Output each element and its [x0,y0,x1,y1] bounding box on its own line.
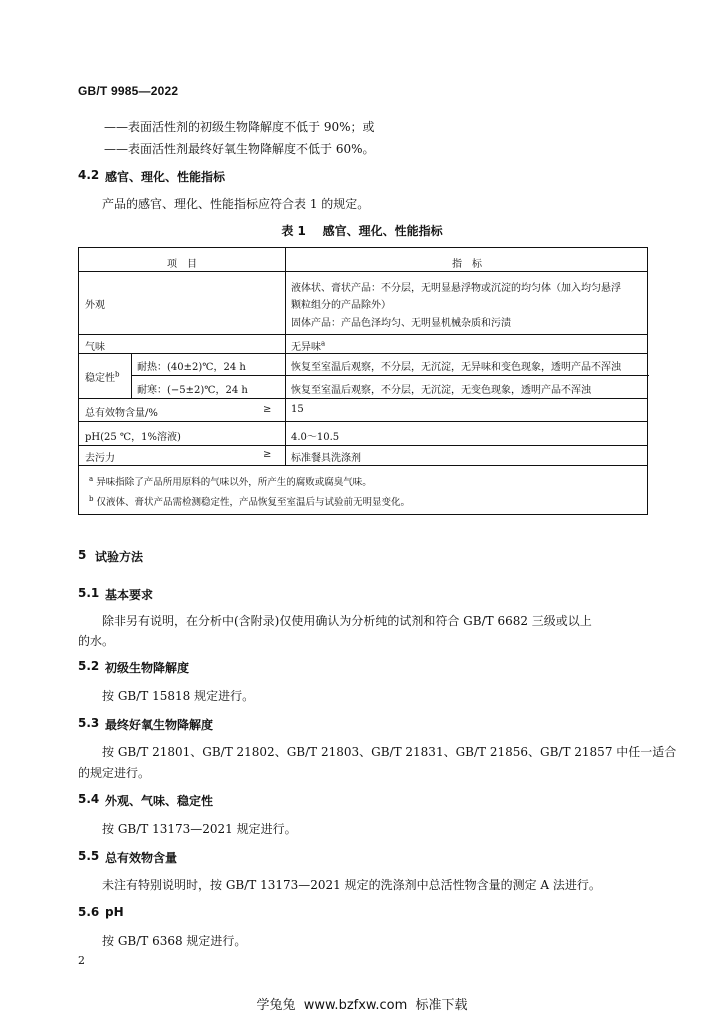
row-ph-item: pH(25 ℃，1%溶液) [85,432,181,443]
row-stability-cold-label: 耐寒：(−5±2)℃，24 h [137,385,248,396]
section-5-3-text-line-2: 的规定进行。 [78,766,151,780]
section-5-2-number: 5.2 [78,659,100,673]
table-note-a: $^a$ 异味指除了产品所用原料的气味以外，所产生的腐败或腐臭气味。 [89,474,372,488]
section-5-1-title: 基本要求 [105,588,154,602]
section-5-4-title: 外观、气味、稳定性 [105,794,214,808]
row-active-item: 总有效物含量/% [85,408,158,419]
bullet-ultimate-biodegradation: ——表面活性剂最终好氧生物降解度不低于 60%。 [104,142,375,156]
row-odor-item: 气味 [85,342,105,353]
table-1 [78,247,648,515]
table-1-caption: 表 1 感官、理化、性能指标 [281,224,443,238]
row-appearance-line-1: 液体状、膏状产品：不分层，无明显悬浮物或沉淀的均匀体（加入均匀悬浮 [291,283,621,294]
standard-number-header: GB/T 9985—2022 [78,84,179,98]
row-appearance-line-3: 固体产品：产品色泽均匀、无明显机械杂质和污渍 [291,318,511,329]
row-appearance-line-2: 颗粒组分的产品除外） [291,300,391,311]
row-ph-value: 4.0～10.5 [291,432,340,443]
table-header-item: 项 目 [167,259,197,270]
section-5-5-title: 总有效物含量 [105,851,178,865]
row-detergency-value: 标准餐具洗涤剂 [291,453,361,464]
page-number: 2 [78,954,85,967]
section-5-number: 5 [78,548,87,562]
section-5-2-title: 初级生物降解度 [105,661,190,675]
row-active-value: 15 [291,404,304,415]
row-detergency-item: 去污力 [85,453,115,464]
row-active-operator: ≥ [263,404,272,415]
section-4-2-title: 感官、理化、性能指标 [105,170,226,184]
section-5-2-text: 按 GB/T 15818 规定进行。 [102,689,255,703]
table-header-index: 指 标 [452,259,482,270]
row-stability-cold-value: 恢复至室温后观察，不分层，无沉淀，无变色现象，透明产品不浑浊 [291,385,591,396]
section-4-2-text: 产品的感官、理化、性能指标应符合表 1 的规定。 [102,197,370,211]
section-5-1-number: 5.1 [78,586,100,600]
section-5-title: 试验方法 [95,550,144,564]
row-odor-value: 无异味$^a$ [291,339,326,353]
row-appearance-item: 外观 [85,300,105,311]
section-5-3-number: 5.3 [78,716,100,730]
bullet-primary-biodegradation: ——表面活性剂的初级生物降解度不低于 90%；或 [104,120,375,134]
row-stability-item: 稳定性$^b$ [85,370,120,384]
section-5-5-text: 未注有特别说明时，按 GB/T 13173—2021 规定的洗涤剂中总活性物含量的测定 A 法进行。 [102,878,601,892]
section-5-1-text-line-1: 除非另有说明，在分析中(含附录)仅使用确认为分析纯的试剂和符合 GB/T 6682 三级或以上 [102,614,592,628]
section-5-5-number: 5.5 [78,849,100,863]
section-5-3-text-line-1: 按 GB/T 21801、GB/T 21802、GB/T 21803、GB/T 21831、GB/T 21856、GB/T 21857 中任一适合 [102,745,677,759]
section-5-4-text: 按 GB/T 13173—2021 规定进行。 [102,822,297,836]
row-stability-heat-label: 耐热：(40±2)℃，24 h [137,362,246,373]
section-5-3-title: 最终好氧生物降解度 [105,718,214,732]
row-detergency-operator: ≥ [263,449,272,460]
table-note-b: $^b$ 仅液体、膏状产品需检测稳定性，产品恢复至室温后与试验前无明显变化。 [89,494,411,508]
section-5-1-text-line-2: 的水。 [78,634,115,648]
section-5-6-number: 5.6 [78,905,100,919]
watermark-footer: 学兔兔 www.bzfxw.com 标准下载 [256,998,468,1013]
section-5-4-number: 5.4 [78,792,100,806]
section-4-2-number: 4.2 [78,168,100,182]
row-stability-heat-value: 恢复至室温后观察，不分层，无沉淀，无异味和变色现象，透明产品不浑浊 [291,362,621,373]
section-5-6-text: 按 GB/T 6368 规定进行。 [102,934,247,948]
section-5-6-title: pH [105,905,124,919]
